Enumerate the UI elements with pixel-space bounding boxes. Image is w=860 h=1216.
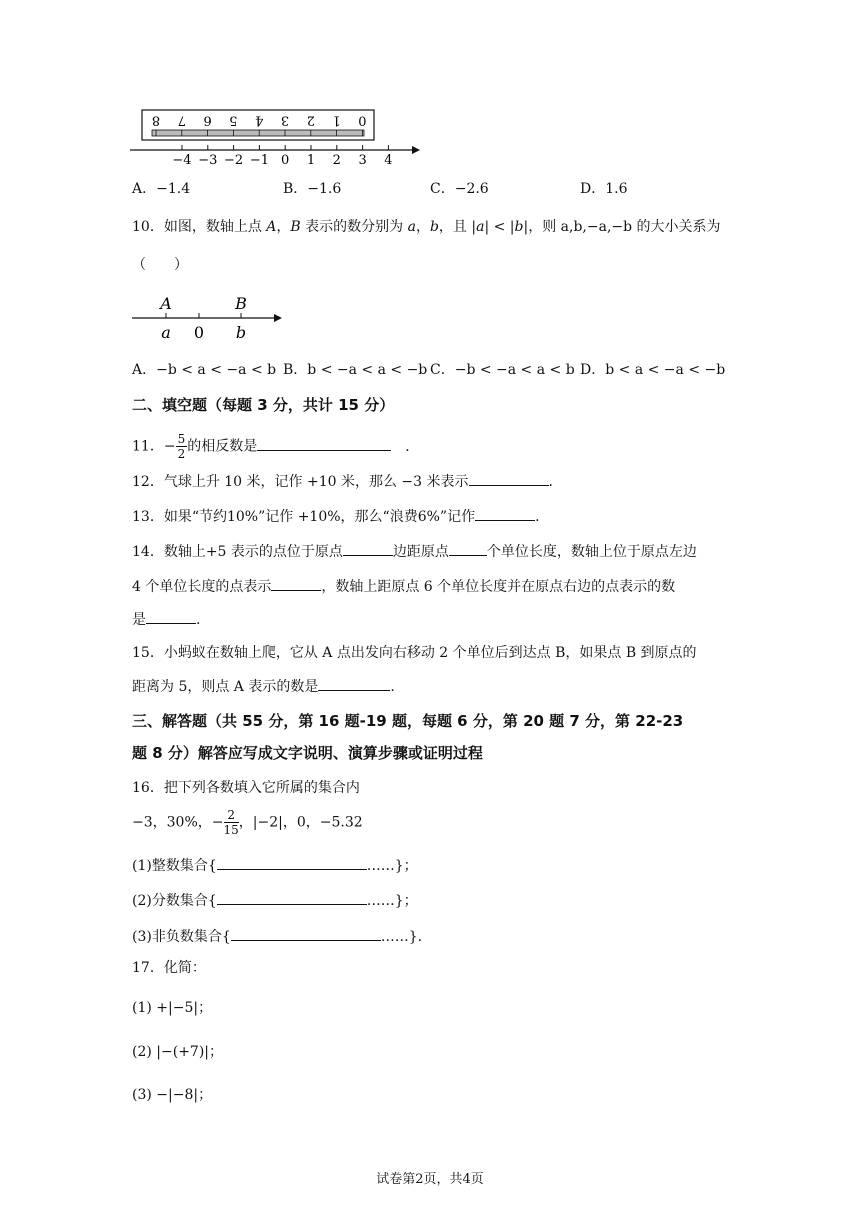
section-3-heading-line-2: 题 8 分）解答应写成文字说明、演算步骤或证明过程 [132, 744, 483, 762]
axis-tick-label: −2 [224, 153, 244, 168]
q10-label-b: b [235, 323, 247, 342]
q14-blank-2[interactable] [449, 541, 487, 556]
axis-tick-label: 1 [306, 153, 316, 168]
q16-fractions-blank[interactable] [217, 890, 367, 905]
section-3-heading-line-1: 三、解答题（共 55 分，第 16 题-19 题，每题 6 分，第 20 题 7 分，第 22-23 [132, 712, 684, 730]
q10-option-a: A．−b < a < −a < b [132, 362, 277, 378]
q9-option-c: C．−2.6 [430, 181, 489, 197]
q10-axis-arrow-icon [274, 314, 282, 322]
q13-answer-blank[interactable] [475, 506, 535, 521]
q9-option-d: D．1.6 [580, 181, 628, 197]
axis-tick-label: −4 [172, 153, 192, 168]
q13: 13．如果“节约10%”记作 +10%，那么“浪费6%”记作 . [132, 506, 540, 527]
q10-option-b: B．b < −a < a < −b [283, 362, 428, 378]
ruler-digit: 2 [306, 112, 315, 128]
q10-option-c: C．−b < −a < a < b [430, 362, 575, 378]
q12-answer-blank[interactable] [469, 471, 549, 486]
q10-label-A: A [160, 294, 172, 313]
section-2-heading: 二、填空题（每题 3 分，共计 15 分） [132, 396, 395, 414]
q16-title: 16．把下列各数填入它所属的集合内 [132, 780, 360, 796]
q10-answer-paren: （ ） [132, 257, 188, 273]
axis-tick-label: 2 [332, 153, 341, 168]
q10-option-d: D．b < a < −a < −b [580, 362, 726, 378]
ruler-digit: 4 [255, 112, 264, 128]
q16-fraction: $\frac{2}{15}$ [223, 808, 239, 837]
ruler-digit: 5 [229, 112, 238, 128]
page-footer: 试卷第2页，共4页 [376, 1172, 484, 1187]
q10-number-line-figure [128, 290, 288, 346]
q17-part-2: (2) |−(+7)|； [132, 1044, 224, 1060]
q16-integers-blank[interactable] [217, 855, 367, 870]
axis-tick-label: −1 [249, 153, 269, 168]
q9-option-a: A．−1.4 [132, 181, 191, 197]
q16-set-fractions: (2)分数集合{ ……}； [132, 890, 418, 911]
q14-line-1: 14．数轴上+5 表示的点位于原点 边距原点 个单位长度，数轴上位于原点左边 [132, 541, 697, 562]
q16-numbers: −3，30%，− $\frac{2}{15}$ ，|−2|，0，−5.32 [132, 808, 363, 837]
q10-stem: 10．如图，数轴上点 A，B 表示的数分别为 a，b，且 |a| < |b|，则 a,b,−a,−b 的大小关系为 [132, 219, 721, 235]
q10-label-a: a [161, 323, 171, 342]
q10-label-0: 0 [193, 323, 205, 342]
axis-arrow-icon [412, 146, 420, 154]
q16-nonnegative-blank[interactable] [231, 926, 381, 941]
q17-part-3: (3) −|−8|； [132, 1087, 213, 1103]
axis-tick-label: −3 [198, 153, 218, 168]
ruler-digit: 3 [280, 112, 290, 128]
ruler-digit: 7 [177, 112, 186, 128]
q9-option-b: B．−1.6 [283, 181, 342, 197]
q14-line-3: 是 . [132, 609, 200, 630]
q10-label-B: B [235, 294, 247, 313]
q14-line-2: 4 个单位长度的点表示 ，数轴上距原点 6 个单位长度并在原点右边的点表示的数 [132, 576, 675, 597]
q12: 12．气球上升 10 米，记作 +10 米，那么 −3 米表示 . [132, 471, 553, 492]
q11-answer-blank[interactable] [257, 436, 391, 451]
axis-tick-label: 4 [384, 153, 393, 168]
q17-part-1: (1) +|−5|； [132, 1000, 213, 1016]
q17-title: 17．化简： [132, 960, 206, 976]
q15-line-1: 15．小蚂蚁在数轴上爬，它从 A 点出发向右移动 2 个单位后到达点 B，如果点 B 到原点的 [132, 645, 697, 661]
ruler-digit: 8 [151, 112, 161, 128]
q14-blank-1[interactable] [343, 541, 393, 556]
q15-line-2: 距离为 5，则点 A 表示的数是 . [132, 676, 395, 697]
q11: 11．− $\frac{5}{2}$ 的相反数是 ． [132, 432, 420, 461]
q15-answer-blank[interactable] [318, 676, 390, 691]
ruler-shaded-band [152, 130, 364, 136]
q14-blank-3[interactable] [271, 576, 321, 591]
q11-fraction: $\frac{5}{2}$ [177, 432, 186, 461]
ruler-digit: 1 [332, 112, 341, 128]
q16-set-integers: (1)整数集合{ ……}； [132, 855, 418, 876]
ruler-number-line-figure [128, 106, 428, 168]
axis-tick-label: 0 [281, 153, 290, 168]
ruler-digit: 6 [203, 112, 212, 128]
axis-tick-label: 3 [358, 153, 367, 168]
q14-blank-4[interactable] [146, 609, 196, 624]
q16-set-nonnegative: (3)非负数集合{ ……}. [132, 926, 422, 947]
ruler-digit: 0 [358, 112, 367, 128]
